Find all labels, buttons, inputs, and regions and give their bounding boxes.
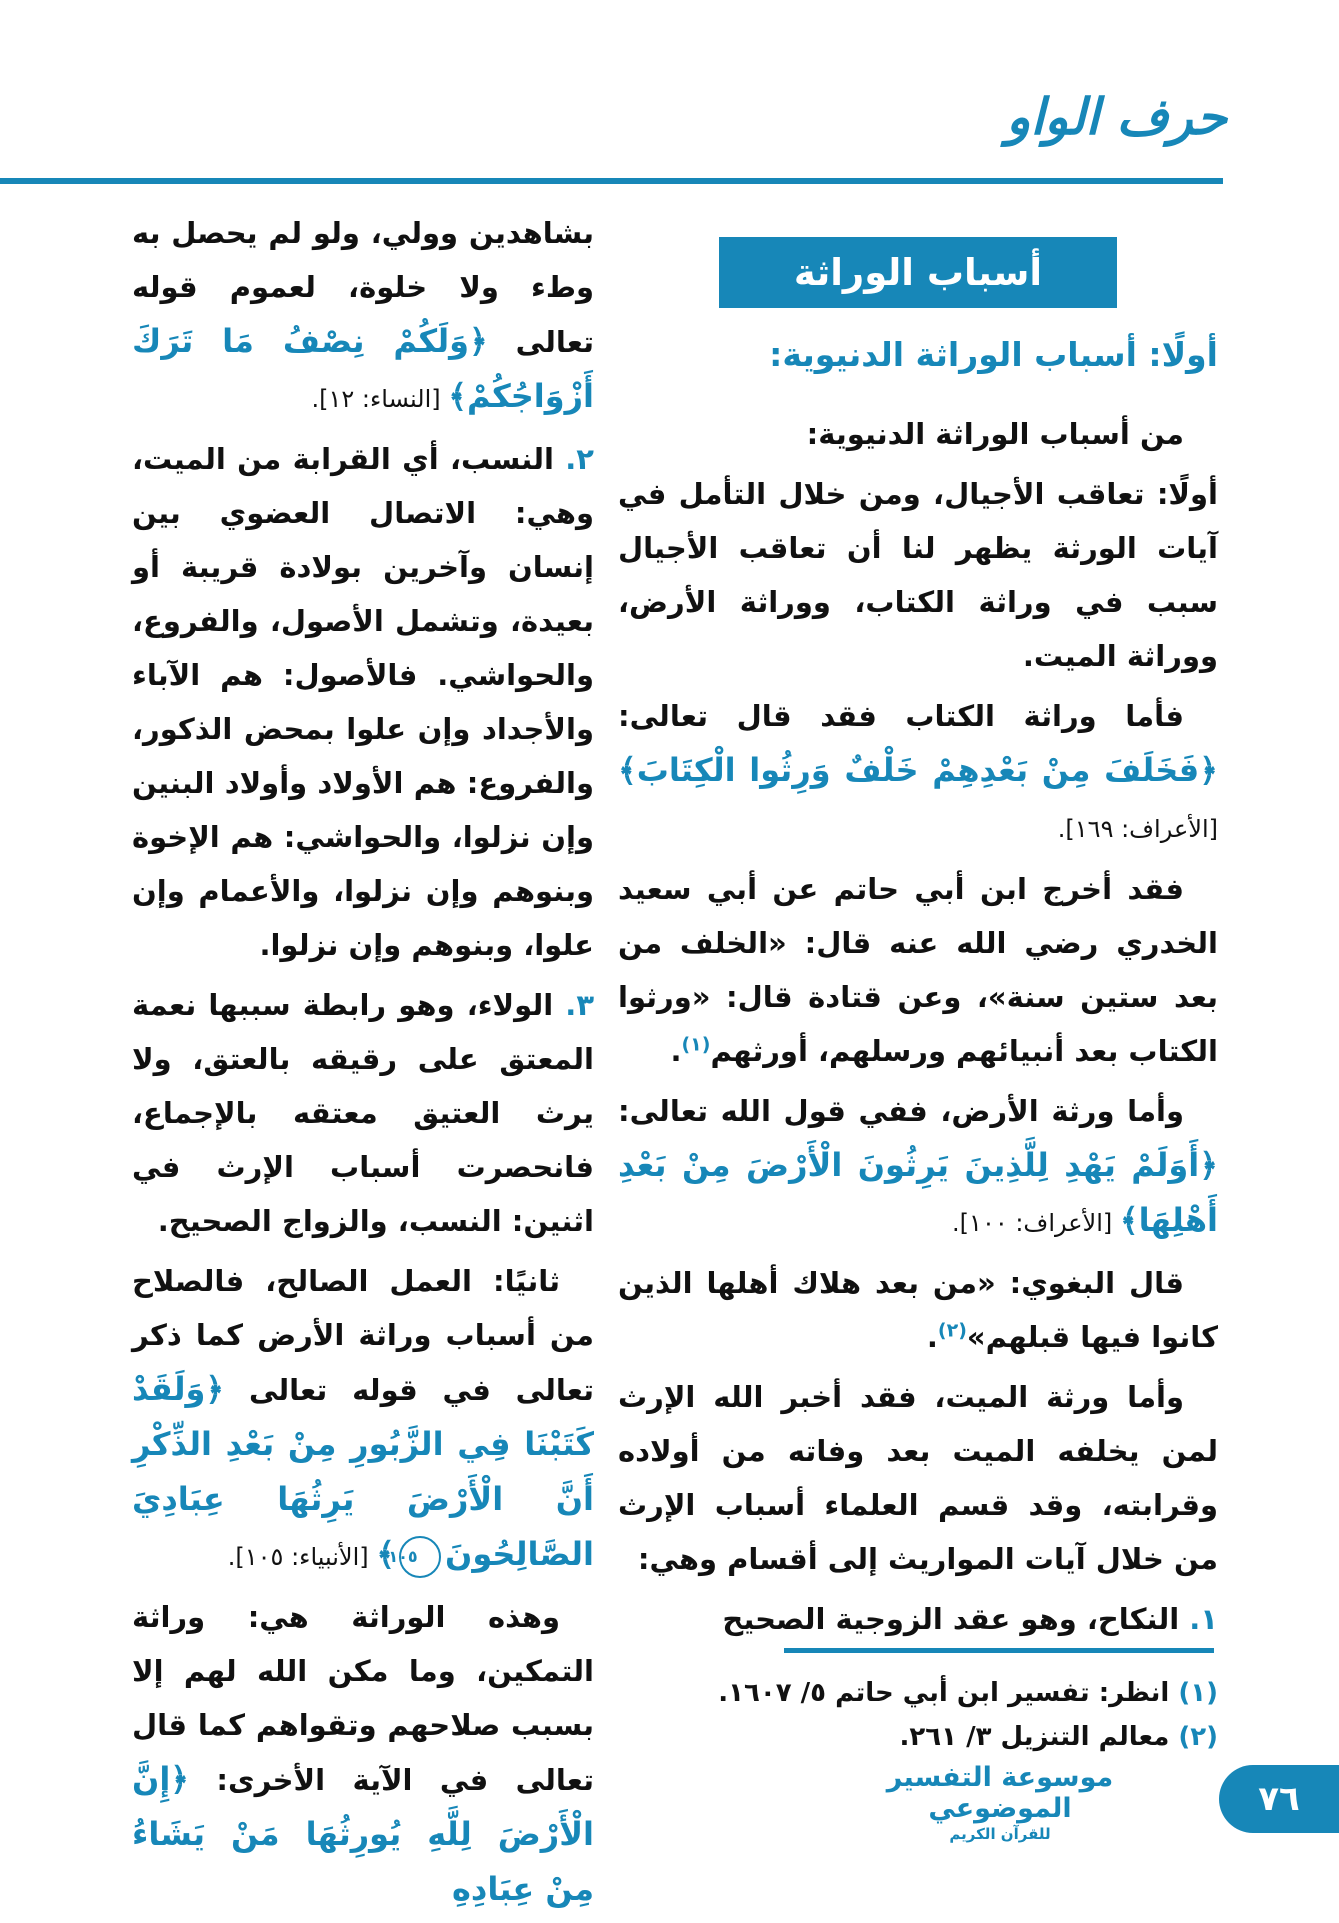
paragraph (132, 1254, 594, 1584)
quran-verse: ﴿إِنَّ الْأَرْضَ لِلَّهِ يُورِثُهَا مَنْ يَشَاءُ مِنْ عِبَادِهِ (132, 1760, 594, 1908)
paragraph (618, 407, 1218, 461)
paragraph (618, 1256, 1218, 1364)
quran-verse: ﴿أَوَلَمْ يَهْدِ لِلَّذِينَ يَرِثُونَ الْأَرْضَ مِنْ بَعْدِ أَهْلِهَا﴾ (618, 1145, 1218, 1239)
quran-verse: ﴿فَخَلَفَ مِنْ بَعْدِهِمْ خَلْفٌ وَرِثُوا الْكِتَابَ﴾ (618, 750, 1218, 789)
quran-verse: ﴾ (376, 1535, 396, 1573)
section-heading: أولًا: أسباب الوراثة الدنيوية: (769, 335, 1218, 374)
footnotes-body (618, 1671, 1218, 1759)
paragraph (618, 467, 1218, 683)
lead-text: أولًا: (1156, 476, 1218, 511)
text-run: انظر: تفسير ابن أبي حاتم ٥/ ١٦٠٧. (718, 1678, 1179, 1708)
text-run: معالم التنزيل ٣/ ٢٦١. (899, 1722, 1179, 1752)
publisher-logo (870, 1762, 1130, 1843)
right-column-body (618, 407, 1218, 1646)
verse-citation: [الأعراف: ١٠٠]. (952, 1208, 1120, 1237)
list-number: (١) (1178, 1678, 1218, 1708)
text-run: . (670, 1033, 682, 1068)
text-run: بشاهدين وولي، ولو لم يحصل به وطء ولا خلوة، لعموم قوله تعالى (132, 216, 594, 359)
chapter-title: حرف الواو (1006, 88, 1227, 146)
publisher-logo-title: موسوعة التفسير الموضوعي (886, 1762, 1114, 1825)
column-left (132, 206, 594, 1923)
text-run: تعاقب الأجيال، ومن خلال التأمل في آيات الورثة يظهر لنا أن تعاقب الأجيال سبب في وراثة الكتاب، ووراثة الأرض، ووراثة الميت. (618, 476, 1218, 673)
text-run: وأما ورثة الأرض، ففي قول الله تعالى: (618, 1093, 1184, 1128)
lead-text: النكاح، (1086, 1601, 1190, 1636)
publisher-logo-subtitle: للقرآن الكريم (949, 1825, 1051, 1844)
text-run: فقد أخرج ابن أبي حاتم عن أبي سعيد الخدري رضي الله عنه قال: «الخلف من بعد ستين سنة»، وعن قتادة قال: «ورثوا الكتاب بعد أنبيائهم ورسلهم، أورثهم (618, 871, 1218, 1068)
text-run: وهو عقد الزوجية الصحيح (722, 1601, 1087, 1636)
footnote-divider (784, 1648, 1214, 1653)
paragraph (618, 862, 1218, 1078)
list-number: ٣. (565, 988, 595, 1022)
paragraph (132, 1590, 594, 1917)
text-run: أي القرابة من الميت، وهي: الاتصال العضوي بين إنسان وآخرين بولادة قريبة أو بعيدة، وتشمل الأصول، والفروع، والحواشي. فالأصول: هم الآباء والأجداد وإن علوا بمحض الذكور، والفروع: هم الأولاد وأولاد البنين وإن نزلوا، والحواشي: هم الإخوة وبنوهم وإن نزلوا، والأعمام وإن علوا، وبنوهم وإن نزلوا. (132, 442, 594, 962)
list-item-1 (618, 1592, 1218, 1646)
list-number: ٢. (565, 442, 594, 476)
verse-citation: [الأنبياء: ١٠٥]. (227, 1543, 377, 1571)
list-number: ١. (1189, 1601, 1218, 1636)
list-item-2 (132, 432, 594, 972)
ayah-number-medallion: ١٠٥ (399, 1536, 441, 1578)
footnote-ref: (١) (681, 1033, 711, 1056)
left-column-body (132, 206, 594, 1917)
page-number: ٧٦ (1258, 1779, 1300, 1819)
quran-verse: ﴿وَلَكُمْ نِصْفُ مَا تَرَكَ أَزْوَاجُكُمْ﴾ (132, 322, 594, 415)
header-rule (0, 178, 1223, 184)
lead-text: النسب، (450, 442, 566, 476)
lead-text: الولاء، (466, 988, 566, 1022)
paragraph (618, 1370, 1218, 1586)
verse-citation: [الأعراف: ١٦٩]. (1057, 814, 1218, 843)
text-run: العمل الصالح، فالصلاح من أسباب وراثة الأرض كما ذكر تعالى في قوله تعالى (132, 1264, 594, 1407)
text-run: وهذه الوراثة هي: وراثة التمكين، وما مكن الله لهم إلا بسبب صلاحهم وتقواهم كما قال تعالى في الآية الأخرى: (132, 1600, 594, 1797)
text-run: وهو رابطة سببها نعمة المعتق على رقيقه بالعتق، ولا يرث العتيق معتقه بالإجماع، فانحصرت أسباب الإرث في اثنين: النسب، والزواج الصحيح. (132, 988, 594, 1238)
column-right (618, 237, 1218, 1652)
list-item-3 (132, 978, 594, 1248)
quran-verse: ﴿وَلَقَدْ كَتَبْنَا فِي الزَّبُورِ مِنْ بَعْدِ الذِّكْرِ أَنَّ الْأَرْضَ يَرِثُهَا عِبَادِيَ الصَّالِحُونَ (132, 1370, 594, 1573)
text-run: . (926, 1319, 938, 1354)
lead-text: ثانيًا: (493, 1264, 560, 1298)
footnotes-section (618, 1648, 1218, 1759)
footnote-2 (618, 1715, 1218, 1759)
text-run: فأما وراثة الكتاب فقد قال تعالى: (618, 698, 1184, 733)
verse-citation: [النساء: ١٢]. (311, 385, 449, 413)
text-run: قال البغوي: «من بعد هلاك أهلها الذين كانوا فيها قبلهم» (618, 1265, 1218, 1354)
section-title: أسباب الوراثة (793, 251, 1043, 294)
footnote-1 (618, 1671, 1218, 1715)
section-title-box (719, 237, 1117, 308)
list-number: (٢) (1178, 1722, 1218, 1752)
text-run: وأما ورثة الميت، فقد أخبر الله الإرث لمن يخلفه الميت بعد وفاته من أولاده وقرابته، وقد قسم العلماء أسباب الإرث من خلال آيات المواريث إلى أقسام وهي: (618, 1379, 1218, 1576)
paragraph (618, 689, 1218, 856)
paragraph (618, 1084, 1218, 1250)
paragraph (132, 206, 594, 426)
page-number-tab (1219, 1765, 1339, 1833)
lead-text: من أسباب الوراثة الدنيوية: (806, 416, 1184, 451)
footnote-ref: (٢) (937, 1319, 967, 1342)
